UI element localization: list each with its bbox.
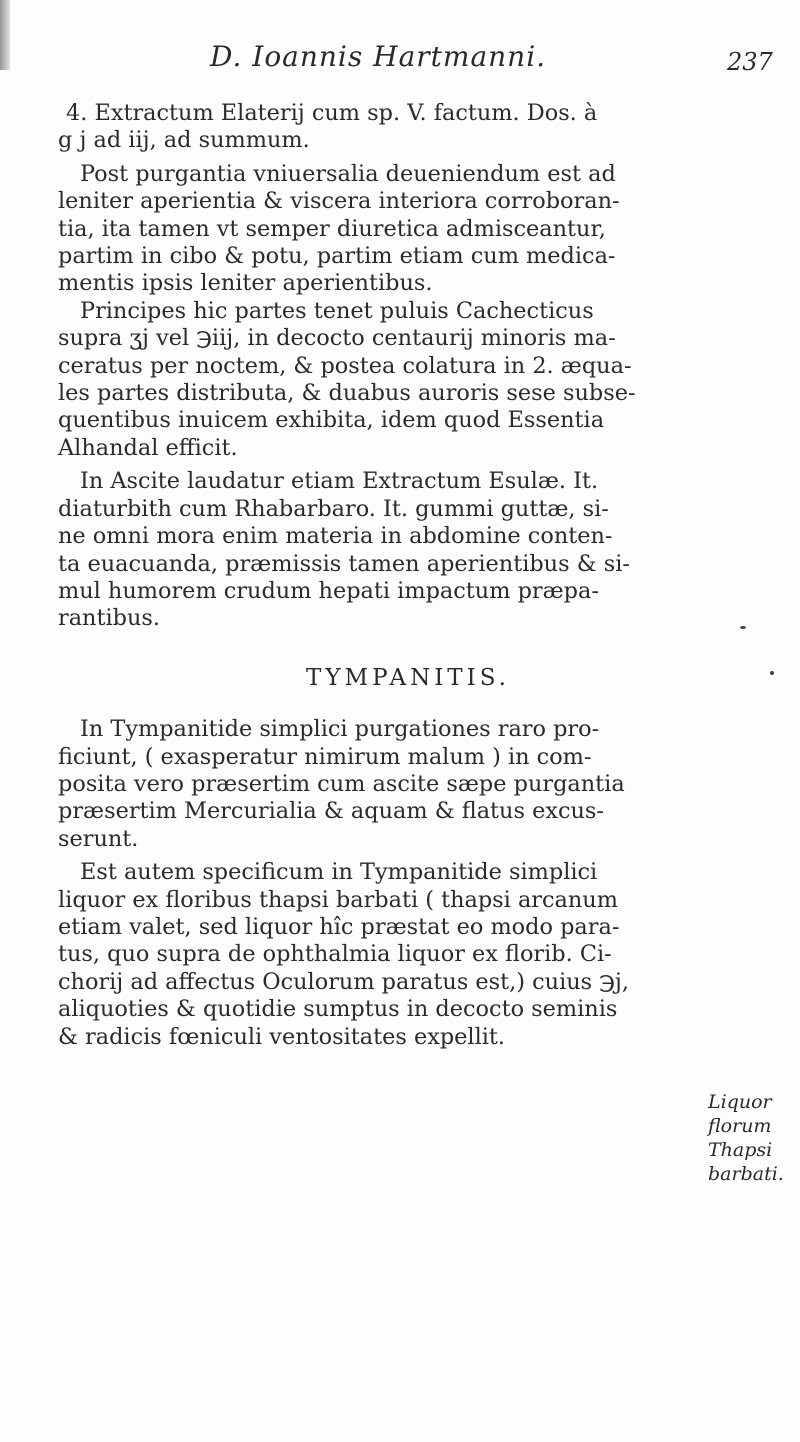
margin-note-line: Liquor bbox=[708, 1091, 772, 1113]
text-line: ficiunt, ( exasperatur nimirum malum ) in com- bbox=[58, 743, 592, 770]
text-line: Post purgantia vniuersalia deueniendum est ad bbox=[80, 160, 616, 187]
text-line: les partes distributa, & duabus auroris sese subse- bbox=[58, 380, 636, 407]
text-line: mul humorem crudum hepati impactum præpa- bbox=[58, 577, 599, 604]
text-line: liquor ex floribus thapsi barbati ( thapsi arcanum bbox=[58, 886, 618, 913]
text-line: ta euacuanda, præmissis tamen aperientibus & si- bbox=[58, 550, 630, 577]
margin-note bbox=[708, 1090, 784, 1186]
text-line: tia, ita tamen vt semper diuretica admisceantur, bbox=[58, 215, 606, 242]
text-line: partim in cibo & potu, partim etiam cum medica- bbox=[58, 243, 616, 270]
text-line: Principes hic partes tenet puluis Cachecticus bbox=[80, 297, 594, 324]
text-line: g j ad iij, ad summum. bbox=[58, 127, 310, 154]
margin-note-line: Thapsi bbox=[708, 1139, 773, 1161]
text-line: In Ascite laudatur etiam Extractum Esulæ. It. bbox=[80, 468, 599, 495]
main-text bbox=[58, 100, 718, 1051]
text-line: chorij ad affectus Oculorum paratus est,) cuius ℈j, bbox=[58, 968, 629, 995]
text-line: 4. Extractum Elaterij cum sp. V. factum. Dos. à bbox=[66, 100, 598, 126]
page-number: 237 bbox=[727, 48, 773, 76]
margin-note-line: barbati. bbox=[708, 1163, 784, 1185]
text-line: præsertim Mercurialia & aquam & flatus excus- bbox=[58, 798, 604, 825]
text-line: & radicis fœniculi ventositates expellit. bbox=[58, 1023, 506, 1050]
text-line: Alhandal efficit. bbox=[58, 434, 238, 461]
section-title: TYMPANITIS. bbox=[306, 664, 510, 691]
text-line: aliquoties & quotidie sumptus in decocto seminis bbox=[58, 996, 618, 1023]
text-line: supra ʒj vel ℈iij, in decocto centaurij minoris ma- bbox=[58, 325, 616, 352]
text-line: quentibus inuicem exhibita, idem quod Essentia bbox=[58, 407, 605, 434]
running-head: D. Ioannis Hartmanni. bbox=[210, 40, 547, 73]
text-line: ceratus per noctem, & postea colatura in 2. æqua- bbox=[58, 352, 632, 379]
margin-note-line: florum bbox=[708, 1115, 772, 1137]
text-line: ne omni mora enim materia in abdomine conten- bbox=[58, 523, 613, 550]
text-line: diaturbith cum Rhabarbaro. It. gummi guttæ, si- bbox=[58, 495, 609, 522]
text-line: In Tympanitide simplici purgationes raro pro- bbox=[80, 716, 600, 743]
text-line: etiam valet, sed liquor hîc præstat eo modo para- bbox=[58, 913, 620, 940]
text-line: serunt. bbox=[58, 825, 139, 852]
text-line: Est autem specificum in Tympanitide simplici bbox=[80, 859, 598, 886]
ink-speck bbox=[770, 671, 774, 675]
text-line: mentis ipsis leniter aperientibus. bbox=[58, 270, 433, 297]
text-line: rantibus. bbox=[58, 605, 160, 632]
text-line: posita vero præsertim cum ascite sæpe purgantia bbox=[58, 770, 625, 797]
ink-speck bbox=[740, 626, 746, 629]
text-line: leniter aperientia & viscera interiora corroboran- bbox=[58, 188, 620, 215]
page-edge-shadow bbox=[0, 0, 10, 70]
text-line: tus, quo supra de ophthalmia liquor ex florib. Ci- bbox=[58, 941, 612, 968]
